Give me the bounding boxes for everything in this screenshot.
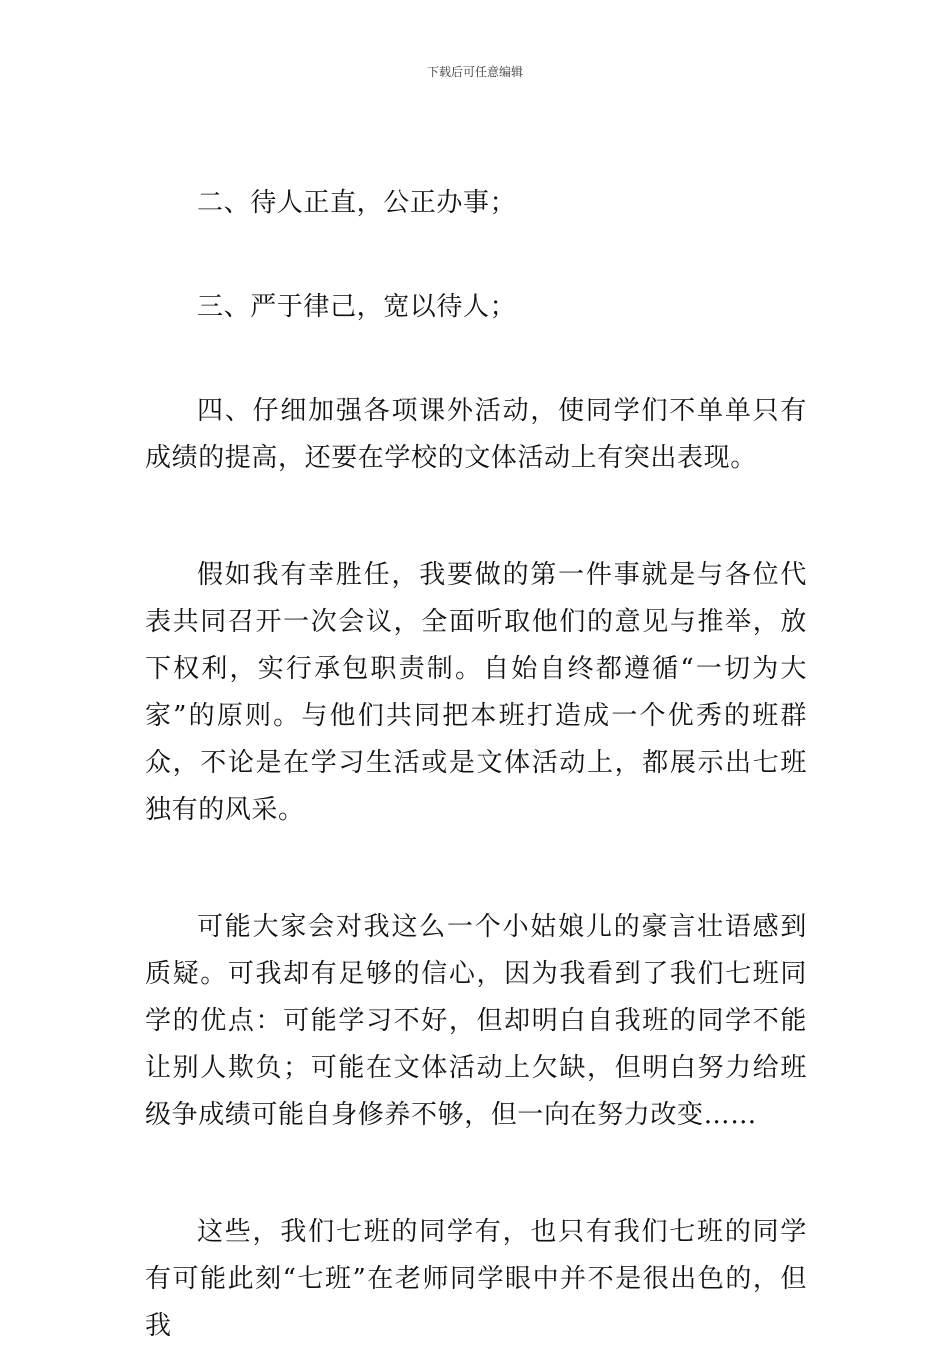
paragraph-2: 二、待人正直，公正办事；: [197, 188, 517, 218]
paragraph-3: 三、严于律己，宽以待人；: [197, 292, 517, 322]
paragraph-7: 这些，我们七班的同学有，也只有我们七班的同学有可能此刻“七班”在老师同学眼中并不是很出色的，但我: [145, 1217, 807, 1341]
page-header: 下载后可任意编辑: [426, 65, 523, 79]
paragraph-6: 可能大家会对我这么一个小姑娘儿的豪言壮语感到质疑。可我却有足够的信心，因为我看到了我们七班同学的优点：可能学习不好，但却明白自我班的同学不能让别人欺负；可能在文体活动上欠缺，但明白努力给班级争成绩可能自身修养不够，但一向在努力改变……: [145, 912, 807, 1130]
document-body: [145, 180, 807, 1350]
paragraph-5: 假如我有幸胜任，我要做的第一件事就是与各位代表共同召开一次会议，全面听取他们的意见与推举，放下权利，实行承包职责制。自始自终都遵循“一切为大家”的原则。与他们共同把本班打造成一个优秀的班群众，不论是在学习生活或是文体活动上，都展示出七班独有的风采。: [145, 560, 807, 825]
paragraph-4: 四、仔细加强各项课外活动，使同学们不单单只有成绩的提高，还要在学校的文体活动上有突出表现。: [145, 396, 807, 473]
